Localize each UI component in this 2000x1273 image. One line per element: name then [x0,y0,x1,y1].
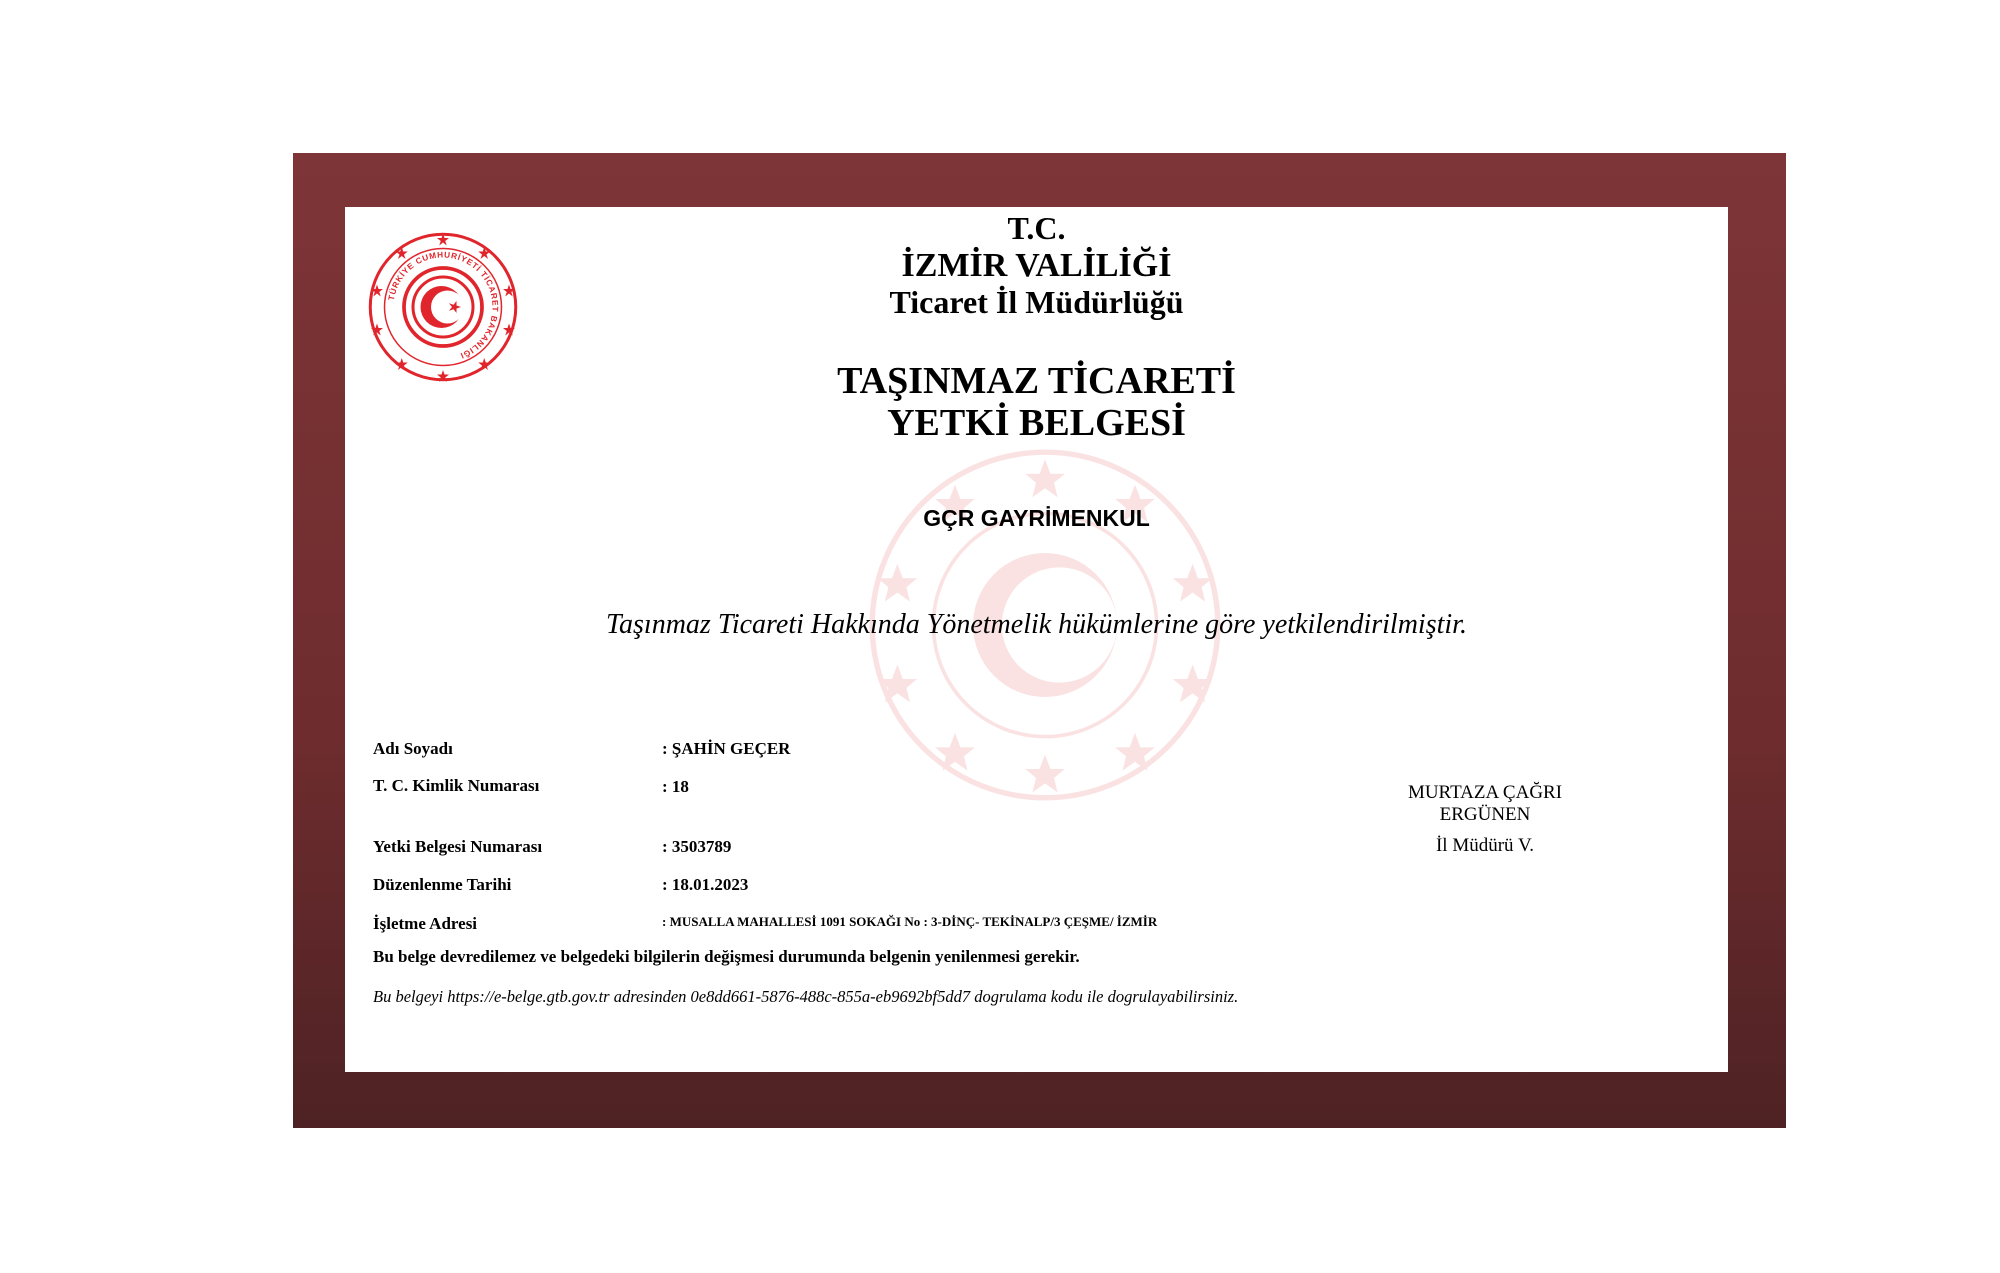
issuer-header [345,210,1728,321]
field-value-name: : ŞAHİN GEÇER [662,739,791,758]
signatory-title: İl Müdürü V. [1435,835,1534,856]
signature-block [1380,782,1590,857]
verification-note: Bu belgeyi https://e-belge.gtb.gov.tr adresinden 0e8dd661-5876-488c-855a-eb9692bf5dd7 dogrulama kodu ile dogrulayabilirsiniz. [373,987,1239,1006]
title-line-1: TAŞINMAZ TİCARETİ [837,360,1236,402]
field-value-certificate-number: : 3503789 [662,837,732,856]
field-label-issue-date: Düzenlenme Tarihi [373,875,512,894]
signatory-name-line-1: MURTAZA ÇAĞRI [1407,782,1563,803]
svg-text:TÜRKİYE CUMHURİYETİ TİCARET BA: TÜRKİYE CUMHURİYETİ TİCARET BAKANLIĞI [386,250,500,361]
header-directorate: Ticaret İl Müdürlüğü [889,284,1184,320]
field-label-certificate-number: Yetki Belgesi Numarası [373,837,543,856]
field-label-name: Adı Soyadı [373,739,453,758]
title-line-2: YETKİ BELGESİ [887,402,1186,444]
non-transferable-notice: Bu belge devredilemez ve belgedeki bilgilerin değişmesi durumunda belgenin yenilenmesi gerekir. [373,947,1080,966]
company-name: GÇR GAYRİMENKUL [923,505,1150,531]
header-tc: T.C. [1007,210,1066,246]
field-label-id-number: T. C. Kimlik Numarası [373,776,540,795]
field-value-issue-date: : 18.01.2023 [662,875,749,894]
authorization-statement: Taşınmaz Ticareti Hakkında Yönetmelik hükümlerine göre yetkilendirilmiştir. [606,609,1467,640]
document-title [345,360,1728,444]
field-value-business-address: : MUSALLA MAHALLESİ 1091 SOKAĞI No : 3-DİNÇ- TEKİNALP/3 ÇEŞME/ İZMİR [662,914,1158,929]
field-label-business-address: İşletme Adresi [373,914,478,933]
field-value-id-number: : 18 [662,777,689,796]
header-governorship: İZMİR VALİLİĞİ [901,247,1172,284]
signatory-name-line-2: ERGÜNEN [1439,804,1531,825]
